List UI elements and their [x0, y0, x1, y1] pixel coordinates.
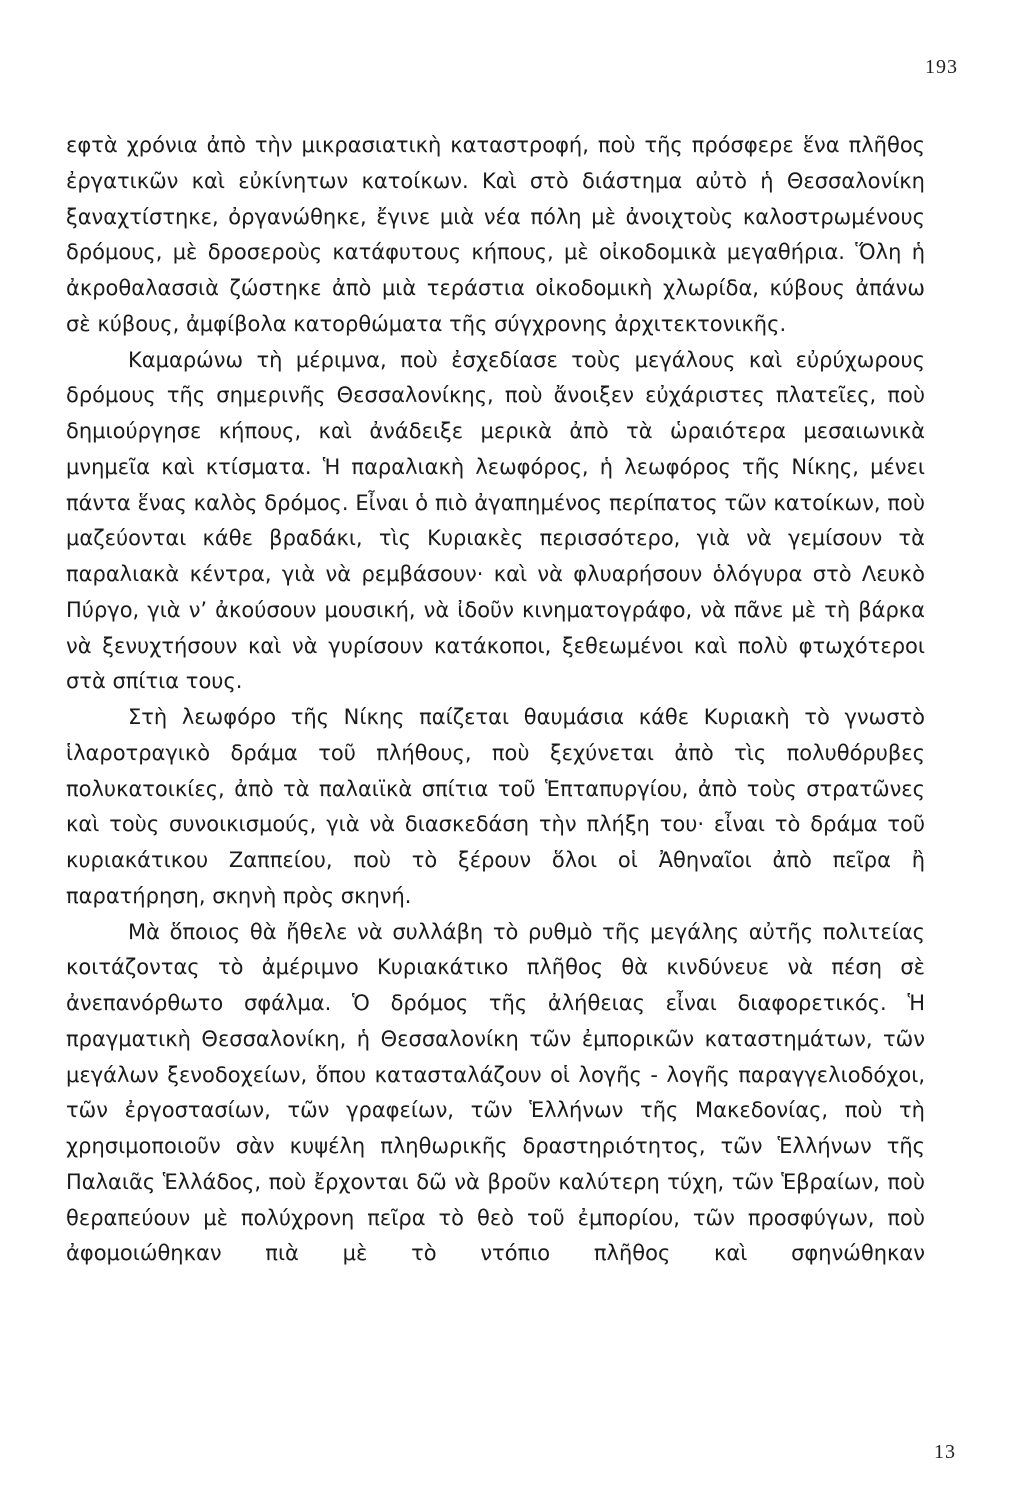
- paragraph-4: Μὰ ὅποιος θὰ ἤθελε νὰ συλλάβη τὸ ρυθμὸ τῆς μεγάλης αὐτῆς πολιτείας κοιτάζοντας τὸ ἀμέριμνο Κυριακάτικο πλῆθος θὰ κινδύνευε νὰ πέση σὲ ἀνεπανόρθωτο σφάλμα. Ὁ δρόμος τῆς ἀλήθειας εἶναι διαφορετικός. Ἡ πραγματικὴ Θεσσαλονίκη, ἡ Θεσσαλονίκη τῶν ἐμπορικῶν καταστημάτων, τῶν μεγάλων ξενοδοχείων, ὅπου κατασταλάζουν οἱ λογῆς - λογῆς παραγγελιοδόχοι, τῶν ἐργοστασίων, τῶν γραφείων, τῶν Ἑλλήνων τῆς Μακεδονίας, ποὺ τὴ χρησιμοποιοῦν σὰν κυψέλη πληθωρικῆς δραστηριότητος, τῶν Ἑλλήνων τῆς Παλαιᾶς Ἑλλάδος, ποὺ ἔρχονται δῶ νὰ βροῦν καλύτερη τύχη, τῶν Ἑβραίων, ποὺ θεραπεύουν μὲ πολύχρονη πεῖρα τὸ θεὸ τοῦ ἐμπορίου, τῶν προσφύγων, ποὺ ἀφομοιώθηκαν πιὰ μὲ τὸ ντόπιο πλῆθος καὶ σφηνώθηκαν: [66, 919, 925, 1266]
- body-text: [66, 128, 925, 1272]
- page-number: 193: [925, 56, 958, 78]
- paragraph-1: εφτὰ χρόνια ἀπὸ τὴν μικρασιατικὴ καταστροφή, ποὺ τῆς πρόσφερε ἕνα πλῆθος ἐργατικῶν καὶ εὐκίνητων κατοίκων. Καὶ στὸ διάστημα αὐτὸ ἡ Θεσσαλονίκη ξαναχτίστηκε, ὀργανώθηκε, ἔγινε μιὰ νέα πόλη μὲ ἀνοιχτοὺς καλοστρωμένους δρόμους, μὲ δροσεροὺς κατάφυτους κήπους, μὲ οἰκοδομικὰ μεγαθήρια. Ὅλη ἡ ἀκροθαλασσιὰ ζώστηκε ἀπὸ μιὰ τεράστια οἰκοδομικὴ χλωρίδα, κύβους ἀπάνω σὲ κύβους, ἀμφίβολα κατορθώματα τῆς σύγχρονης ἀρχιτεκτονικῆς.: [66, 133, 925, 336]
- paragraph-3: Στὴ λεωφόρο τῆς Νίκης παίζεται θαυμάσια κάθε Κυριακὴ τὸ γνωστὸ ἱλαροτραγικὸ δράμα τοῦ πλήθους, ποὺ ξεχύνεται ἀπὸ τὶς πολυθόρυβες πολυκατοικίες, ἀπὸ τὰ παλαιϊκὰ σπίτια τοῦ Ἑπταπυργίου, ἀπὸ τοὺς στρατῶνες καὶ τοὺς συνοικισμούς, γιὰ νὰ διασκεδάση τὴν πλήξη του· εἶναι τὸ δράμα τοῦ κυριακάτικου Ζαππείου, ποὺ τὸ ξέρουν ὅλοι οἱ Ἀθηναῖοι ἀπὸ πεῖρα ἢ παρατήρηση, σκηνὴ πρὸς σκηνή.: [66, 705, 925, 908]
- paragraph-2: Καμαρώνω τὴ μέριμνα, ποὺ ἐσχεδίασε τοὺς μεγάλους καὶ εὐρύχωρους δρόμους τῆς σημερινῆς Θεσσαλονίκης, ποὺ ἄνοιξεν εὐχάριστες πλατεῖες, ποὺ δημιούργησε κήπους, καὶ ἀνάδειξε μερικὰ ἀπὸ τὰ ὡραιότερα μεσαιωνικὰ μνημεῖα καὶ κτίσματα. Ἡ παραλιακὴ λεωφόρος, ἡ λεωφόρος τῆς Νίκης, μένει πάντα ἕνας καλὸς δρόμος. Εἶναι ὁ πιὸ ἀγαπημένος περίπατος τῶν κατοίκων, ποὺ μαζεύονται κάθε βραδάκι, τὶς Κυριακὲς περισσότερο, γιὰ νὰ γεμίσουν τὰ παραλιακὰ κέντρα, γιὰ νὰ ρεμβάσουν· καὶ νὰ φλυαρήσουν ὁλόγυρα στὸ Λευκὸ Πύργο, γιὰ ν’ ἀκούσουν μουσική, νὰ ἰδοῦν κινηματογράφο, νὰ πᾶνε μὲ τὴ βάρκα νὰ ξενυχτήσουν καὶ νὰ γυρίσουν κατάκοποι, ξεθεωμένοι καὶ πολὺ φτωχότεροι στὰ σπίτια τους.: [66, 347, 925, 694]
- signature-mark: 13: [934, 1441, 956, 1463]
